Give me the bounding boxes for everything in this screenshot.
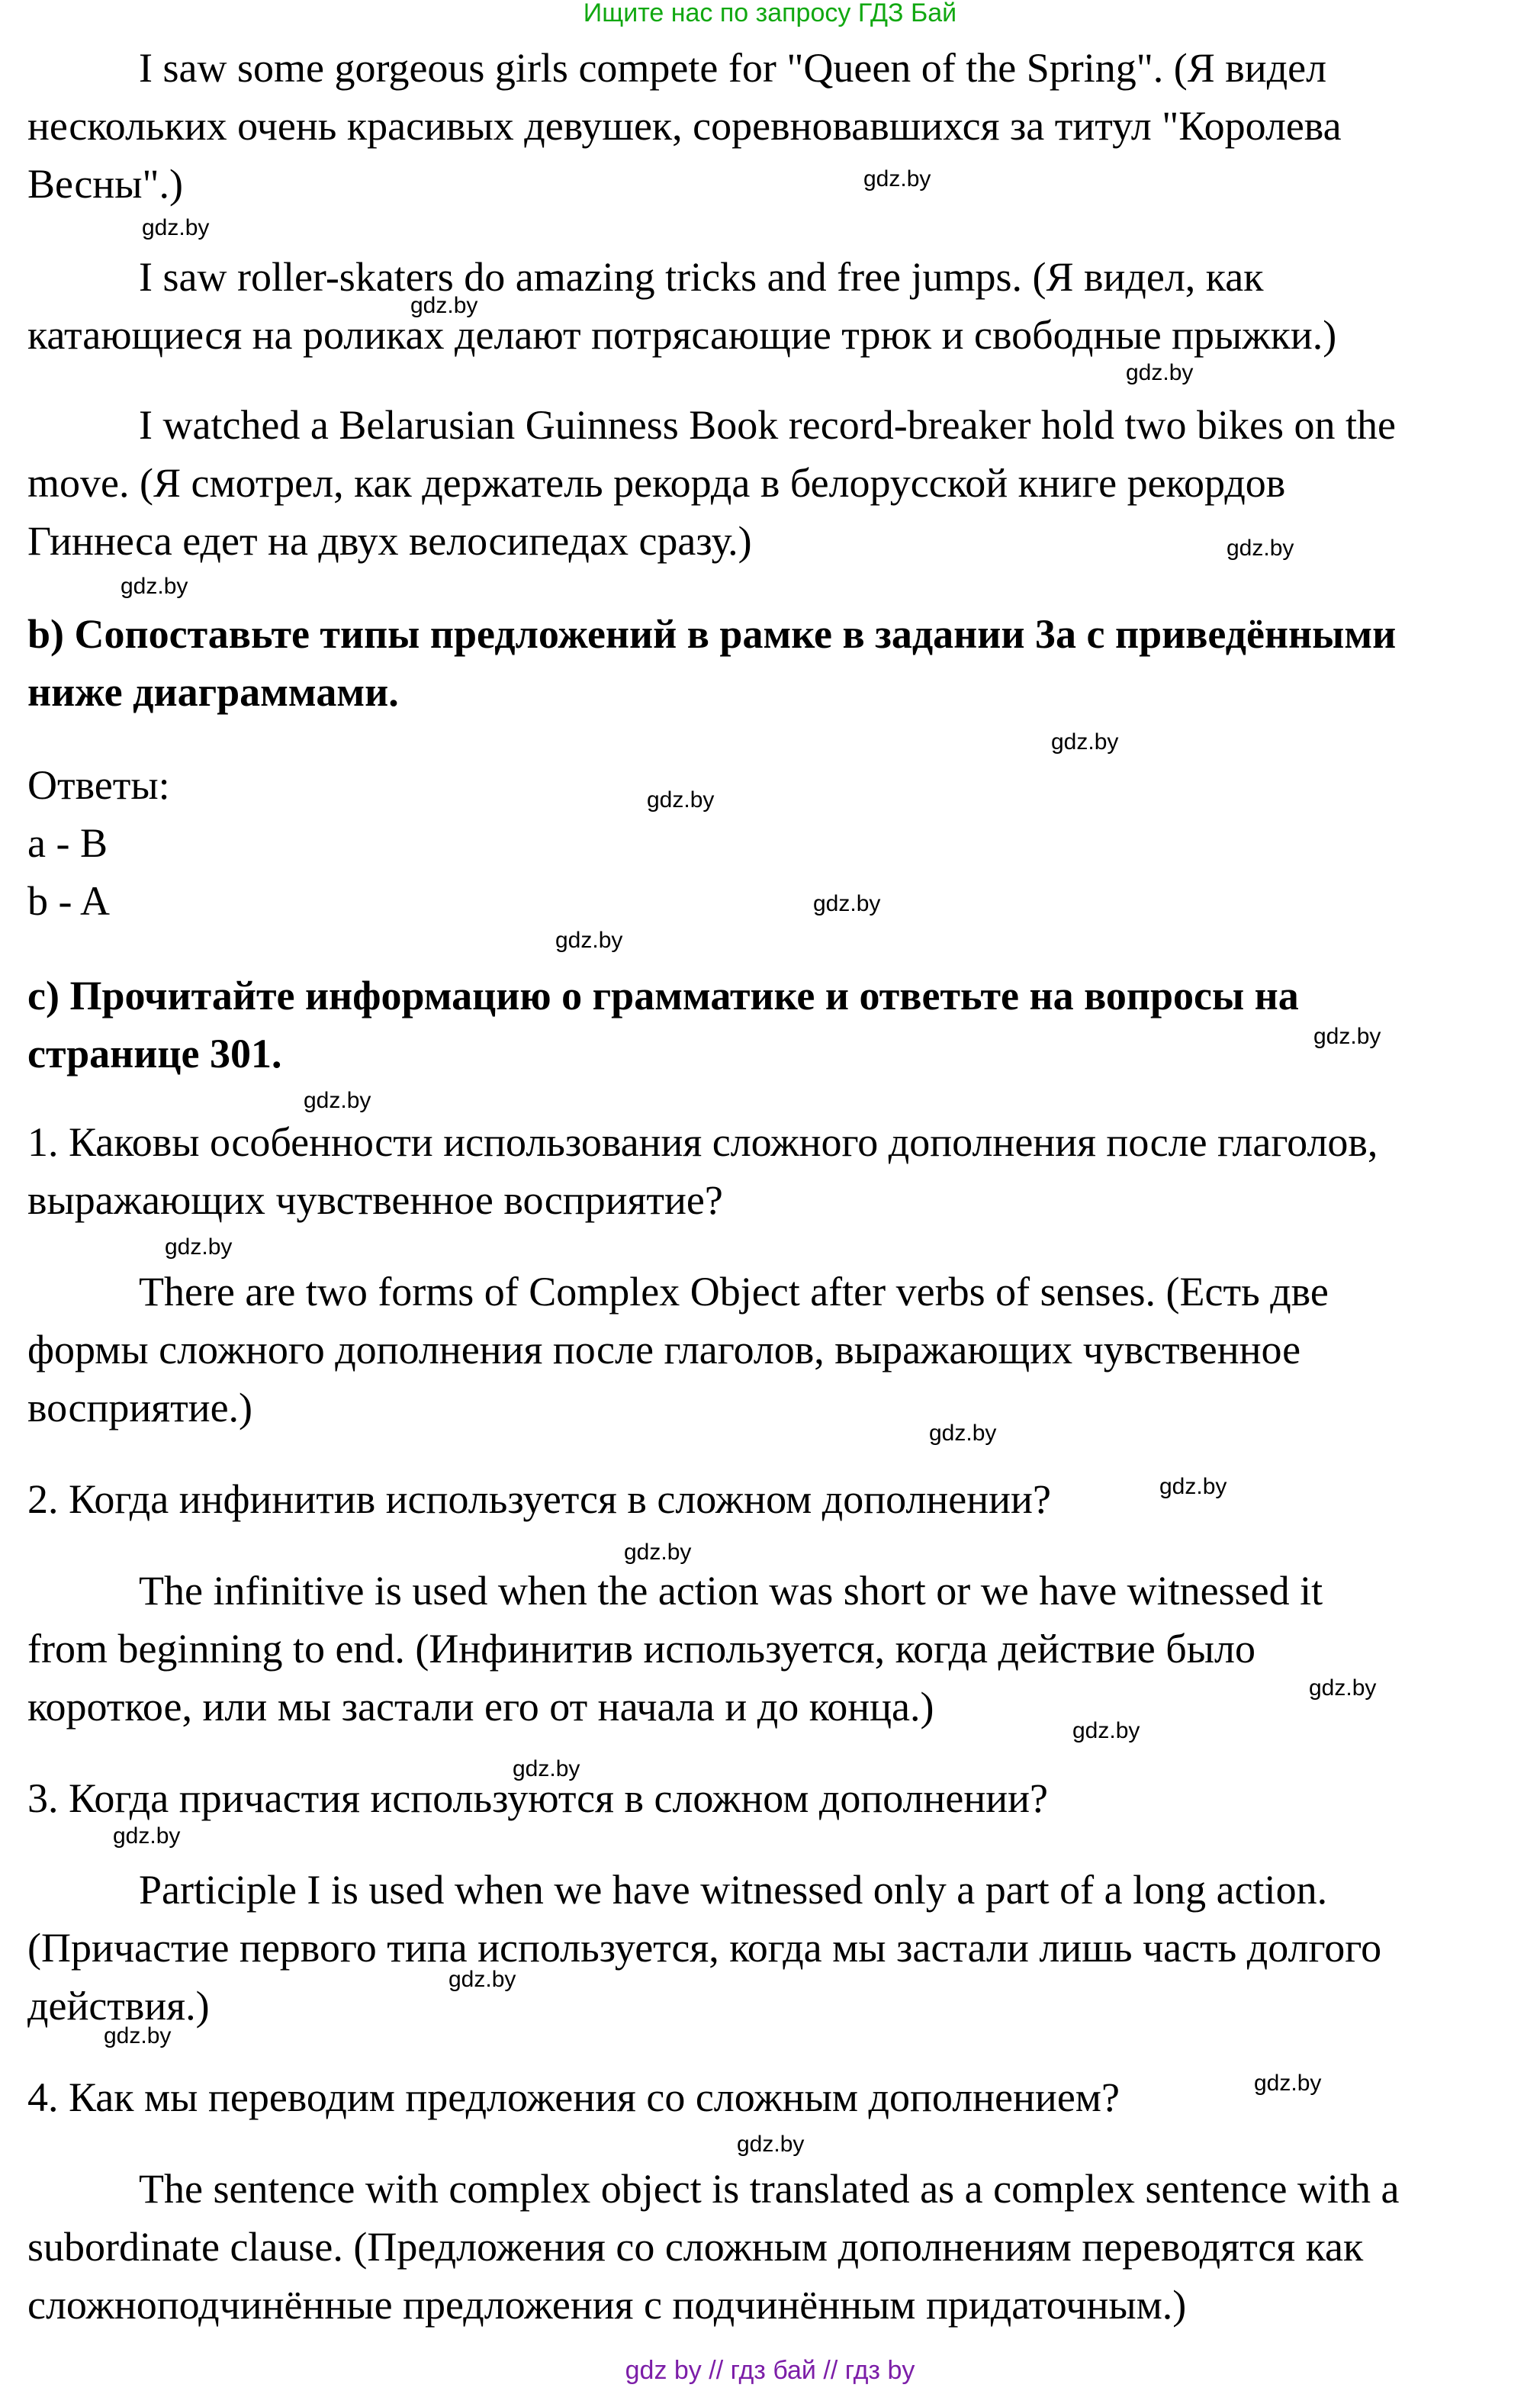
site-header-banner: Ищите нас по запросу ГДЗ Бай <box>583 0 957 27</box>
p3-line-1: I watched a Belarusian Guinness Book record-breaker hold two bikes on the <box>139 402 1397 448</box>
answer-3-line-3: действия.) <box>27 1983 210 2029</box>
answer-4-line-1: The sentence with complex object is translated as a complex sentence with a <box>139 2166 1400 2212</box>
section-b-heading-line-2: ниже диаграммами. <box>27 669 399 715</box>
watermark-text: gdz.by <box>555 928 623 953</box>
section-b-heading-line-1: b) Сопоставьте типы предложений в рамке в задании 3а с приведёнными <box>27 611 1397 657</box>
answer-2-line-2: from beginning to end. (Инфинитив используется, когда действие было <box>27 1626 1255 1672</box>
site-footer-links[interactable]: gdz by // гдз бай // гдз by <box>625 2356 915 2385</box>
watermark-text: gdz.by <box>1072 1718 1140 1743</box>
p2-line-2: катающиеся на роликах делают потрясающие трюк и свободные прыжки.) <box>27 312 1337 358</box>
answer-a: a - B <box>27 820 108 866</box>
question-2: 2. Когда инфинитив используется в сложном дополнении? <box>27 1476 1051 1522</box>
answer-2-line-1: The infinitive is used when the action was short or we have witnessed it <box>139 1568 1323 1614</box>
p1-line-2: нескольких очень красивых девушек, соревновавшихся за титул "Королева <box>27 103 1342 149</box>
p3-line-2: move. (Я смотрел, как держатель рекорда в белорусской книге рекордов <box>27 460 1286 506</box>
answer-3-line-1: Participle I is used when we have witnessed only a part of a long action. <box>139 1867 1328 1913</box>
question-4: 4. Как мы переводим предложения со сложным дополнением? <box>27 2074 1120 2120</box>
answer-3-line-2: (Причастие первого типа используется, когда мы застали лишь часть долгого <box>27 1925 1382 1971</box>
watermark-text: gdz.by <box>410 293 478 318</box>
p1-line-3: Весны".) <box>27 161 184 207</box>
answer-4-line-3: сложноподчинённые предложения с подчинённым придаточным.) <box>27 2282 1187 2328</box>
watermark-text: gdz.by <box>121 574 188 599</box>
answer-4-line-2: subordinate clause. (Предложения со сложным дополнениям переводятся как <box>27 2224 1364 2270</box>
watermark-text: gdz.by <box>737 2132 805 2157</box>
answers-label: Ответы: <box>27 762 170 808</box>
watermark-text: gdz.by <box>1313 1024 1381 1049</box>
watermark-text: gdz.by <box>624 1540 692 1565</box>
answer-2-line-3: короткое, или мы застали его от начала и до конца.) <box>27 1684 934 1730</box>
answer-1-line-3: восприятие.) <box>27 1385 253 1430</box>
watermark-text: gdz.by <box>304 1088 371 1113</box>
watermark-text: gdz.by <box>165 1234 233 1260</box>
watermark-text: gdz.by <box>863 166 931 191</box>
watermark-text: gdz.by <box>448 1967 516 1992</box>
watermark-text: gdz.by <box>1051 729 1119 755</box>
watermark-text: gdz.by <box>104 2023 172 2048</box>
p2-line-1: I saw roller-skaters do amazing tricks and free jumps. (Я видел, как <box>139 254 1264 300</box>
watermark-text: gdz.by <box>813 891 881 916</box>
question-1-line-2: выражающих чувственное восприятие? <box>27 1177 723 1223</box>
watermark-text: gdz.by <box>1309 1675 1377 1701</box>
watermark-text: gdz.by <box>1126 360 1194 385</box>
watermark-text: gdz.by <box>113 1823 181 1849</box>
p3-line-3: Гиннеса едет на двух велосипедах сразу.) <box>27 518 752 564</box>
answer-1-line-2: формы сложного дополнения после глаголов, выражающих чувственное <box>27 1327 1301 1372</box>
watermark-text: gdz.by <box>1159 1474 1227 1499</box>
section-c-heading-line-1: c) Прочитайте информацию о грамматике и ответьте на вопросы на <box>27 973 1299 1019</box>
watermark-text: gdz.by <box>647 787 715 813</box>
p1-line-1: I saw some gorgeous girls compete for "Queen of the Spring". (Я видел <box>139 45 1327 91</box>
section-c-heading-line-2: странице 301. <box>27 1031 282 1076</box>
question-3: 3. Когда причастия используются в сложном дополнении? <box>27 1775 1049 1821</box>
watermark-text: gdz.by <box>1254 2071 1322 2096</box>
answer-1-line-1: There are two forms of Complex Object after verbs of senses. (Есть две <box>139 1269 1329 1315</box>
question-1-line-1: 1. Каковы особенности использования сложного дополнения после глаголов, <box>27 1119 1378 1165</box>
answer-b: b - A <box>27 878 110 924</box>
watermark-text: gdz.by <box>513 1756 580 1781</box>
watermark-text: gdz.by <box>929 1421 997 1446</box>
watermark-text: gdz.by <box>142 215 210 240</box>
watermark-text: gdz.by <box>1227 536 1294 561</box>
